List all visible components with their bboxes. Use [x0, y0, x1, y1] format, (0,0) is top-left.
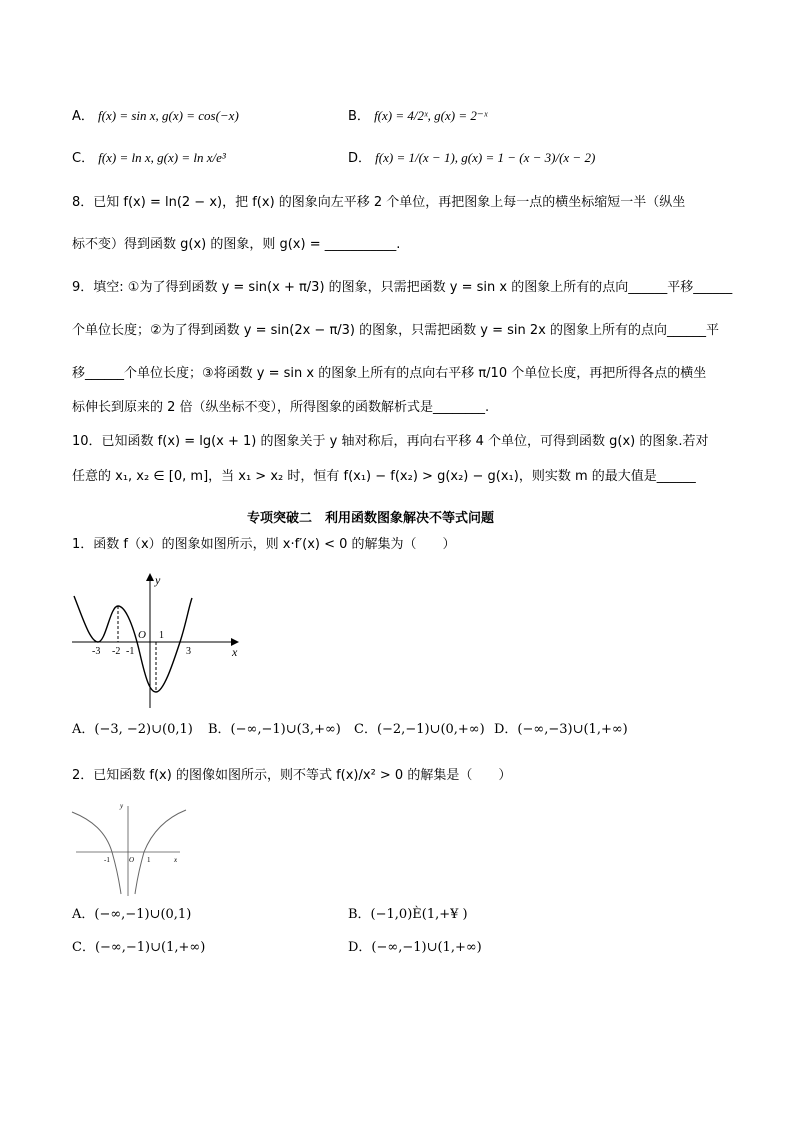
- p1-label-origin: O: [138, 629, 146, 641]
- p1-tick-m3: -3: [92, 646, 101, 657]
- q9-line-2: 个单位长度；②为了得到函数 y = sin(2x − π/3) 的图象，只需把函数 y = sin 2x 的图象上所有的点向______平: [72, 323, 719, 338]
- p1-tick-m1: -1: [126, 646, 135, 657]
- q7-option-c[interactable]: [72, 150, 226, 167]
- q7-option-d-label: D．: [348, 151, 372, 166]
- q9-line-3: 移______个单位长度；③将函数 y = sin x 的图象上所有的点向右平移 π/10 个单位长度，再把所得各点的横坐: [72, 366, 707, 381]
- q7-option-c-label: C．: [72, 151, 95, 166]
- p2-tick-m1: -1: [104, 856, 110, 864]
- p1-option-a[interactable]: A．(−3, −2)∪(0,1): [72, 722, 193, 737]
- q7-option-d[interactable]: [348, 150, 595, 167]
- p1-tick-3: 3: [186, 646, 191, 657]
- section-heading: 专项突破二 利用函数图象解决不等式问题: [247, 511, 495, 526]
- q8-line-1: 8．已知 f(x) = ln(2 − x)，把 f(x) 的图象向左平移 2 个单位，再把图象上每一点的横坐标缩短一半（纵坐: [72, 195, 686, 210]
- p2-label-y: y: [120, 802, 124, 810]
- p1-curve: [74, 596, 192, 692]
- q7-option-a[interactable]: [72, 108, 239, 125]
- p1-option-d[interactable]: D．(−∞,−3)∪(1,+∞): [494, 722, 628, 737]
- p1-question: 1．函数 f（x）的图象如图所示，则 x·f′(x) < 0 的解集为（ ）: [72, 537, 456, 552]
- p1-label-y: y: [155, 573, 161, 587]
- p2-option-d[interactable]: D．(−∞,−1)∪(1,+∞): [348, 940, 482, 955]
- q7-option-c-math: f(x) = ln x, g(x) = ln x/e³: [98, 150, 226, 165]
- p1-option-b[interactable]: B．(−∞,−1)∪(3,+∞): [208, 722, 341, 737]
- q8-line-2: 标不变）得到函数 g(x) 的图象，则 g(x) = ___________.: [72, 237, 401, 252]
- q7-option-d-math: f(x) = 1/(x − 1), g(x) = 1 − (x − 3)/(x − 2): [375, 150, 596, 165]
- p2-option-c[interactable]: C．(−∞,−1)∪(1,+∞): [72, 940, 206, 955]
- p2-label-x: x: [174, 856, 178, 864]
- q10-line-2: 任意的 x₁, x₂ ∈ [0, m]，当 x₁ > x₂ 时，恒有 f(x₁) − f(x₂) > g(x₂) − g(x₁)，则实数 m 的最大值是______: [72, 469, 696, 484]
- q9-line-1: 9．填空: ①为了得到函数 y = sin(x + π/3) 的图象，只需把函数 y = sin x 的图象上所有的点向______平移______: [72, 280, 733, 295]
- p2-label-origin: O: [129, 856, 135, 864]
- p2-tick-1: 1: [147, 856, 151, 864]
- p1-label-x: x: [232, 645, 238, 659]
- p2-option-b[interactable]: B．(−1,0)È(1,+¥ ): [348, 907, 468, 922]
- q7-option-a-math: f(x) = sin x, g(x) = cos(−x): [98, 108, 239, 123]
- p2-graph: [68, 796, 192, 900]
- p2-question: 2．已知函数 f(x) 的图像如图所示，则不等式 f(x)/x² > 0 的解集是（ ）: [72, 768, 512, 783]
- p1-tick-m2: -2: [112, 646, 121, 657]
- q7-option-b-math: f(x) = 4/2ˣ, g(x) = 2⁻ˣ: [374, 108, 488, 123]
- p1-tick-1: 1: [159, 630, 164, 641]
- q7-option-a-label: A．: [72, 109, 94, 124]
- q7-option-b-label: B．: [348, 109, 370, 124]
- p1-option-c[interactable]: C．(−2,−1)∪(0,+∞): [354, 722, 485, 737]
- p2-option-a[interactable]: A．(−∞,−1)∪(0,1): [72, 907, 192, 922]
- p2-curve-left: [72, 812, 121, 894]
- q9-line-4: 标伸长到原来的 2 倍（纵坐标不变），所得图象的函数解析式是________.: [72, 400, 490, 415]
- q7-option-b[interactable]: [348, 108, 487, 125]
- q10-line-1: 10．已知函数 f(x) = lg(x + 1) 的图象关于 y 轴对称后，再向右平移 4 个单位，可得到函数 g(x) 的图象.若对: [72, 434, 709, 449]
- p1-graph: [68, 568, 248, 710]
